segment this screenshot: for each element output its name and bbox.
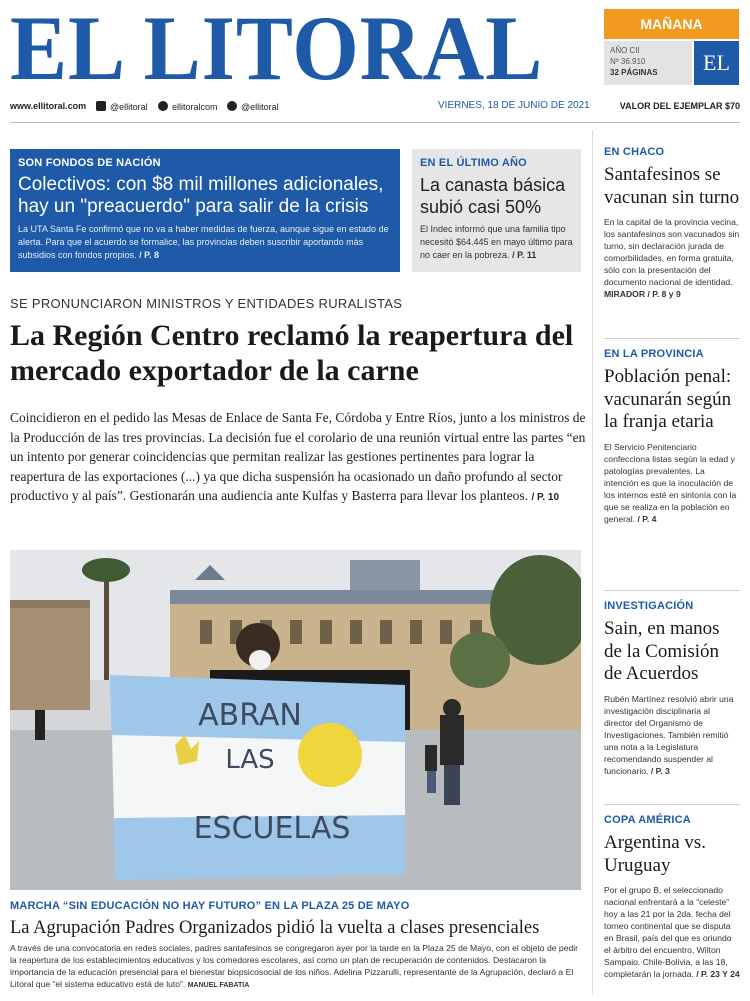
main-story-kicker: SE PRONUNCIARON MINISTROS Y ENTIDADES RURALISTAS: [10, 296, 403, 311]
sidebar-story-copa[interactable]: [604, 814, 740, 980]
story-headline[interactable]: Argentina vs. Uruguay: [604, 832, 707, 876]
story-kicker: EN EL ÚLTIMO AÑO: [420, 157, 527, 169]
main-story-headline[interactable]: La Región Centro reclamó la reapertura del mercado exportador de la carne: [10, 319, 574, 387]
bottom-story-headline[interactable]: La Agrupación Padres Organizados pidió la vuelta a clases presenciales: [10, 918, 540, 938]
header-rule: [10, 122, 740, 123]
banner-text-escuelas: ESCUELAS: [193, 811, 351, 846]
issue-number: Nº 36.910: [610, 57, 646, 66]
main-story-body: Coincidieron en el pedido las Mesas de Enlace de Santa Fe, Córdoba y Entre Ríos, junto a los ministros de la Producción de las tres provincias. La decisión fue el corolario de una reunión virtual entre las partes “en un intento por generar coincidencias que permitan realizar las gestiones pertinentes para lograr la reapertura de las exportaciones (...) ya que dicha suspensión ha ocasionado un daño profundo al sector productivo y al país”. Gestionarán una audiencia ante Kulfas y Basterra para llevar los planteos. / P. 10: [10, 410, 586, 503]
bottom-story-kicker: MARCHA “SIN EDUCACIÓN NO HAY FUTURO” EN LA PLAZA 25 DE MAYO: [10, 900, 410, 912]
sidebar-story-investigacion[interactable]: [604, 600, 740, 777]
facebook-icon: [158, 101, 168, 111]
story-headline[interactable]: Santafesinos se vacunan sin turno: [604, 164, 740, 208]
newspaper-title: EL LITORAL: [10, 0, 544, 99]
twitter-icon: [227, 101, 237, 111]
issue-date: VIERNES, 18 DE JUNIO DE 2021: [438, 100, 590, 111]
story-kicker: EN LA PROVINCIA: [604, 348, 704, 360]
story-headline[interactable]: La canasta básica subió casi 50%: [420, 175, 566, 217]
twitter-handle[interactable]: @ellitoral: [227, 101, 279, 112]
page-ref: / P. 10: [531, 492, 560, 503]
page-ref: / P. 3: [650, 765, 670, 776]
website-link[interactable]: www.ellitoral.com: [10, 101, 87, 111]
story-headline[interactable]: Colectivos: con $8 mil millones adicionales, hay un "preacuerdo" para salir de la crisis: [18, 174, 384, 217]
banner-text-las: LAS: [225, 745, 275, 775]
story-kicker: COPA AMÉRICA: [604, 814, 691, 826]
page-ref: / P. 23 Y 24: [696, 969, 740, 979]
story-summary: El Indec informó que una familia tipo necesitó $64.445 en mayo último para no caer en la pobreza. / P. 11: [420, 224, 573, 260]
page-ref: MIRADOR / P. 8 y 9: [604, 289, 681, 299]
page-ref: / P. 4: [637, 513, 657, 524]
story-colectivos[interactable]: [10, 149, 400, 272]
sidebar-divider: [604, 338, 740, 339]
el-logo: EL: [694, 41, 739, 85]
masthead: [10, 0, 595, 99]
info-bar: [10, 101, 740, 115]
story-headline[interactable]: Población penal: vacunarán según la franja etaria: [604, 366, 732, 432]
instagram-handle[interactable]: @ellitoral: [96, 101, 148, 112]
protest-photo: [10, 550, 581, 890]
sidebar-story-provincia[interactable]: [604, 348, 740, 525]
facebook-handle[interactable]: ellitoralcom: [158, 101, 218, 112]
story-kicker: INVESTIGACIÓN: [604, 600, 694, 612]
issue-year: AÑO CII: [610, 46, 640, 55]
story-kicker: EN CHACO: [604, 146, 665, 158]
sidebar-divider: [604, 804, 740, 805]
sidebar-divider: [604, 590, 740, 591]
story-headline[interactable]: Sain, en manos de la Comisión de Acuerdos: [604, 618, 720, 684]
story-summary: Por el grupo B, el seleccionado nacional enfrentará a la “celeste” hoy a las 21 por la 2da. fecha del torneo continental que se disputa en Brasil, país del que es oriundo el árbitro del encuentro, Wilton Sampaio. Chile-Bolivia, a las 18, completarán la jornada. / P. 23 Y 24: [604, 885, 740, 979]
issue-info: [604, 41, 692, 85]
story-kicker: SON FONDOS DE NACIÓN: [18, 157, 161, 169]
price: VALOR DEL EJEMPLAR $70: [619, 101, 740, 111]
page-count: 32 PÁGINAS: [610, 68, 658, 77]
photo-byline: MANUEL FABATIA: [187, 982, 250, 989]
story-summary: El Servicio Penitenciario confecciona listas según la edad y patologías prevalentes. La intención es que la inoculación de los internos esté en sintonía con la que se realiza en la población en general. / P. 4: [604, 441, 737, 524]
banner-text-abran: ABRAN: [198, 698, 302, 733]
story-canasta[interactable]: [412, 149, 581, 272]
story-summary: Rubén Martínez resolvió abrir una investigación disciplinaria al director del Organismo de Investigaciones. También remitió una nota a la Legislatura recomendando suspender al funcionario. / P. 3: [604, 693, 734, 776]
story-summary: En la capital de la provincia vecina, los santafesinos son vacunados sin turno, sin declaración jurada de comorbilidades, en forma gratuita, sólo con la presentación del documento nacional de identidad. MIRADOR / P. 8 y 9: [604, 217, 740, 299]
story-summary: La UTA Santa Fe confirmó que no va a haber medidas de fuerza, aunque sigue en estado de alerta. Para que el acuerdo se formalice, las provincias deben suscribir aportando más subsidios con fondos propios. / P. 8: [18, 224, 389, 260]
sidebar-story-chaco[interactable]: [604, 146, 740, 300]
page-ref: / P. 11: [512, 250, 537, 260]
page-ref: / P. 8: [139, 250, 159, 260]
bottom-story-body: A través de una convocatoria en redes sociales, padres santafesinos se congregaron ayer por la tarde en la Plaza 25 de Mayo, con el objeto de pedir la reapertura de los establecimientos educativos y los comedores escolares, así como un plan de recuperación de contenidos. Destacaron la importancia de la educación presencial para el bienestar biopsicosocial de los niños. Adelina Pizzarulli, representante de la Agrupación, declaró a El Litoral que “el sistema educativo está de luto”. MANUEL FABATIA: [10, 943, 579, 989]
instagram-icon: [96, 101, 106, 111]
column-divider: [592, 130, 593, 995]
edition-badge: MAÑANA: [604, 9, 739, 39]
